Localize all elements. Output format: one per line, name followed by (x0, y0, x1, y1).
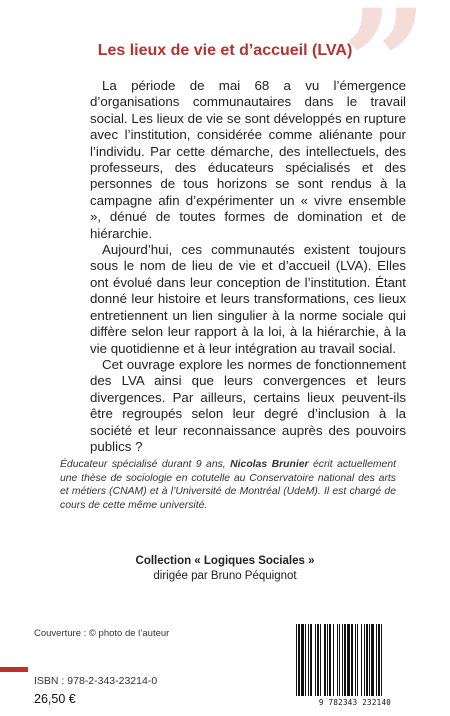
barcode-bar (361, 624, 362, 696)
barcode-bar (342, 624, 343, 696)
collection-title: Collection « Logiques Sociales » (135, 555, 315, 567)
barcode (290, 620, 420, 712)
barcode-bar (355, 624, 356, 696)
barcode-bar (357, 624, 358, 696)
barcode-bar (320, 624, 321, 696)
barcode-bar (347, 624, 350, 696)
barcode-bar (351, 624, 353, 696)
quote-mark-decoration: ” (341, 0, 428, 153)
barcode-bar (376, 624, 377, 696)
barcode-bar (298, 624, 300, 696)
author-bio (60, 458, 396, 512)
blurb-paragraph-2: Aujourd’hui, ces communautés existent toujours sous le nom de lieu de vie et d’accueil (LVA). Elles ont évolué dans leur conception de l’institution. Étant donné leur histoire et leurs transformations, ces lieux entretiennent un lien singulier à la norme sociale qui diffère selon leur rapport à la loi, à la hiérarchie, à la vie quotidienne et à leur intégration au travail social. (90, 242, 406, 356)
barcode-bar (371, 624, 374, 696)
barcode-bar (327, 624, 328, 696)
price-text: 26,50 € (34, 692, 76, 706)
barcode-bar (333, 624, 334, 696)
isbn-text: ISBN : 978-2-343-23214-0 (34, 675, 158, 687)
blurb-text (90, 78, 406, 455)
collection-director: dirigée par Bruno Péquignot (153, 570, 297, 582)
barcode-bar (308, 624, 309, 696)
author-name: Nicolas Brunier (230, 459, 309, 470)
barcode-bar (310, 624, 312, 696)
cover-credit: Couverture : © photo de l’auteur (34, 628, 170, 639)
barcode-bar (369, 624, 370, 696)
blurb-paragraph-3: Cet ouvrage explore les normes de fonctionnement des LVA ainsi que leurs convergences et leurs divergences. Par ailleurs, certains lieux peuvent-ils être regroupés selon leur degré d’inclusion à la société et leur reconnaissance auprès des pouvoirs publics ? (90, 356, 406, 454)
barcode-bar (339, 624, 340, 696)
barcode-bar (329, 624, 331, 696)
blurb-paragraph-1: La période de mai 68 a vu l’émergence d’organisations communautaires dans le travail social. Les lieux de vie se sont développés en rupture avec l’institution, considérée comme aliénante pour l’individu. Par cette démarche, des intellectuels, des professeurs, des éducateurs spécialisés et des personnes de tous horizons se sont rendus à la campagne afin d’expérimenter un « vivre ensemble », dénué de toutes formes de domination et de hiérarchie. (90, 78, 406, 241)
barcode-bar (317, 624, 319, 696)
barcode-bar (381, 624, 382, 696)
barcode-digits: 9 782343 232140 (318, 698, 392, 707)
page-title: Les lieux de vie et d’accueil (LVA) (97, 42, 353, 59)
barcode-bar (301, 624, 304, 696)
price-accent-bar (0, 667, 28, 672)
barcode-bar (337, 624, 338, 696)
barcode-bar (378, 624, 380, 696)
barcode-bars (290, 620, 420, 698)
author-bio-rest: écrit actuellement une thèse de sociologie en cotutelle au Conservatoire national des arts et métiers (CNAM) et à l’Université de Montréal (UdeM). Il est chargé de cours de cette même université. (60, 459, 396, 511)
collection-info (0, 554, 450, 584)
barcode-bar (324, 624, 326, 696)
barcode-bar (296, 624, 297, 696)
barcode-bar (305, 624, 306, 696)
barcode-bar (344, 624, 346, 696)
barcode-bar (366, 624, 368, 696)
barcode-bar (315, 624, 316, 696)
author-bio-intro: Éducateur spécialisé durant 9 ans, (60, 459, 231, 470)
barcode-bar (364, 624, 365, 696)
